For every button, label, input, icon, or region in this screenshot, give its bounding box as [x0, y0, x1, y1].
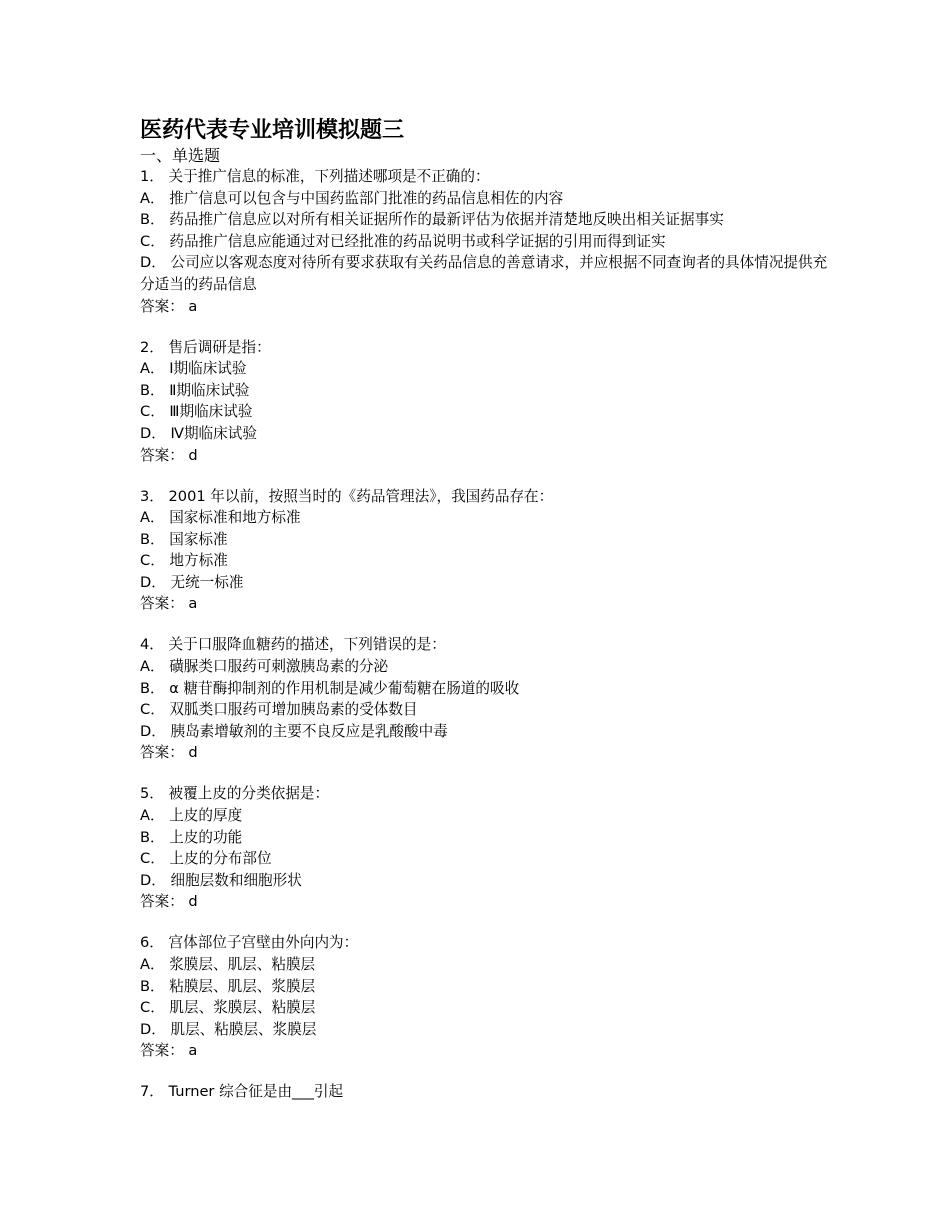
- question-stem: 6． 宫体部位子宫壁由外向内为：: [140, 934, 359, 952]
- document-page: [140, 117, 830, 1122]
- question-stem: 3． 2001 年以前，按照当时的《药品管理法》，我国药品存在：: [140, 487, 554, 505]
- question-stem: 1． 关于推广信息的标准，下列描述哪项是不正确的：: [140, 168, 490, 185]
- option-b: B． 上皮的功能: [140, 828, 243, 846]
- option-b: B． 粘膜层、肌层、浆膜层: [140, 977, 316, 995]
- answer-line: 答案： a: [140, 1042, 198, 1060]
- question-stem: 5． 被覆上皮的分类依据是：: [140, 785, 330, 803]
- answer-line: 答案： d: [140, 893, 198, 911]
- option-c: C． 肌层、浆膜层、粘膜层: [140, 999, 316, 1017]
- option-a: A． 上皮的厚度: [140, 807, 243, 824]
- option-b: B． α 糖苷酶抑制剂的作用机制是减少葡萄糖在肠道的吸收: [140, 679, 520, 697]
- option-c: C． 地方标准: [140, 552, 228, 570]
- option-c: C． 药品推广信息应能通过对已经批准的药品说明书或科学证据的引用而得到证实: [140, 232, 666, 250]
- option-c: C． 双胍类口服药可增加胰岛素的受体数目: [140, 701, 418, 719]
- option-a: A． 国家标准和地方标准: [140, 509, 301, 527]
- option-d: D． Ⅳ期临床试验: [140, 424, 257, 442]
- question-7: [140, 1081, 830, 1103]
- question-5: [140, 783, 830, 913]
- option-d: D． 肌层、粘膜层、浆膜层: [140, 1020, 317, 1038]
- option-a: A． Ⅰ期临床试验: [140, 360, 247, 378]
- option-a: A． 浆膜层、肌层、粘膜层: [140, 955, 316, 973]
- option-d: D． 公司应以客观态度对待所有要求获取有关药品信息的善意请求，并应根据不同查询者的具体情况提供充分适当的药品信息: [140, 254, 828, 293]
- answer-line: 答案： a: [140, 297, 198, 315]
- option-b: B． Ⅱ期临床试验: [140, 381, 250, 399]
- answer-line: 答案： a: [140, 595, 198, 613]
- section-heading: 一、单选题: [140, 146, 221, 165]
- question-stem: 7． Turner 综合征是由___引起: [140, 1083, 344, 1101]
- option-a: A． 磺脲类口服药可刺激胰岛素的分泌: [140, 658, 389, 676]
- option-d: D． 细胞层数和细胞形状: [140, 871, 302, 889]
- document-title: 医药代表专业培训模拟题三: [140, 118, 405, 143]
- question-stem: 2． 售后调研是指：: [140, 338, 271, 356]
- option-d: D． 胰岛素增敏剂的主要不良反应是乳酸酸中毒: [140, 722, 448, 740]
- question-stem: 4． 关于口服降血糖药的描述，下列错误的是：: [140, 636, 446, 654]
- question-6: [140, 932, 830, 1062]
- answer-line: 答案： d: [140, 446, 198, 464]
- option-c: C． Ⅲ期临床试验: [140, 403, 253, 421]
- question-1: [140, 166, 830, 317]
- option-d: D． 无统一标准: [140, 573, 244, 591]
- option-b: B． 药品推广信息应以对所有相关证据所作的最新评估为依据并清楚地反映出相关证据事实: [140, 211, 724, 229]
- option-b: B． 国家标准: [140, 530, 228, 548]
- question-4: [140, 634, 830, 764]
- option-c: C． 上皮的分布部位: [140, 850, 272, 868]
- question-3: [140, 486, 830, 616]
- question-2: [140, 337, 830, 467]
- answer-line: 答案： d: [140, 744, 198, 762]
- option-a: A． 推广信息可以包含与中国药监部门批准的药品信息相佐的内容: [140, 189, 564, 207]
